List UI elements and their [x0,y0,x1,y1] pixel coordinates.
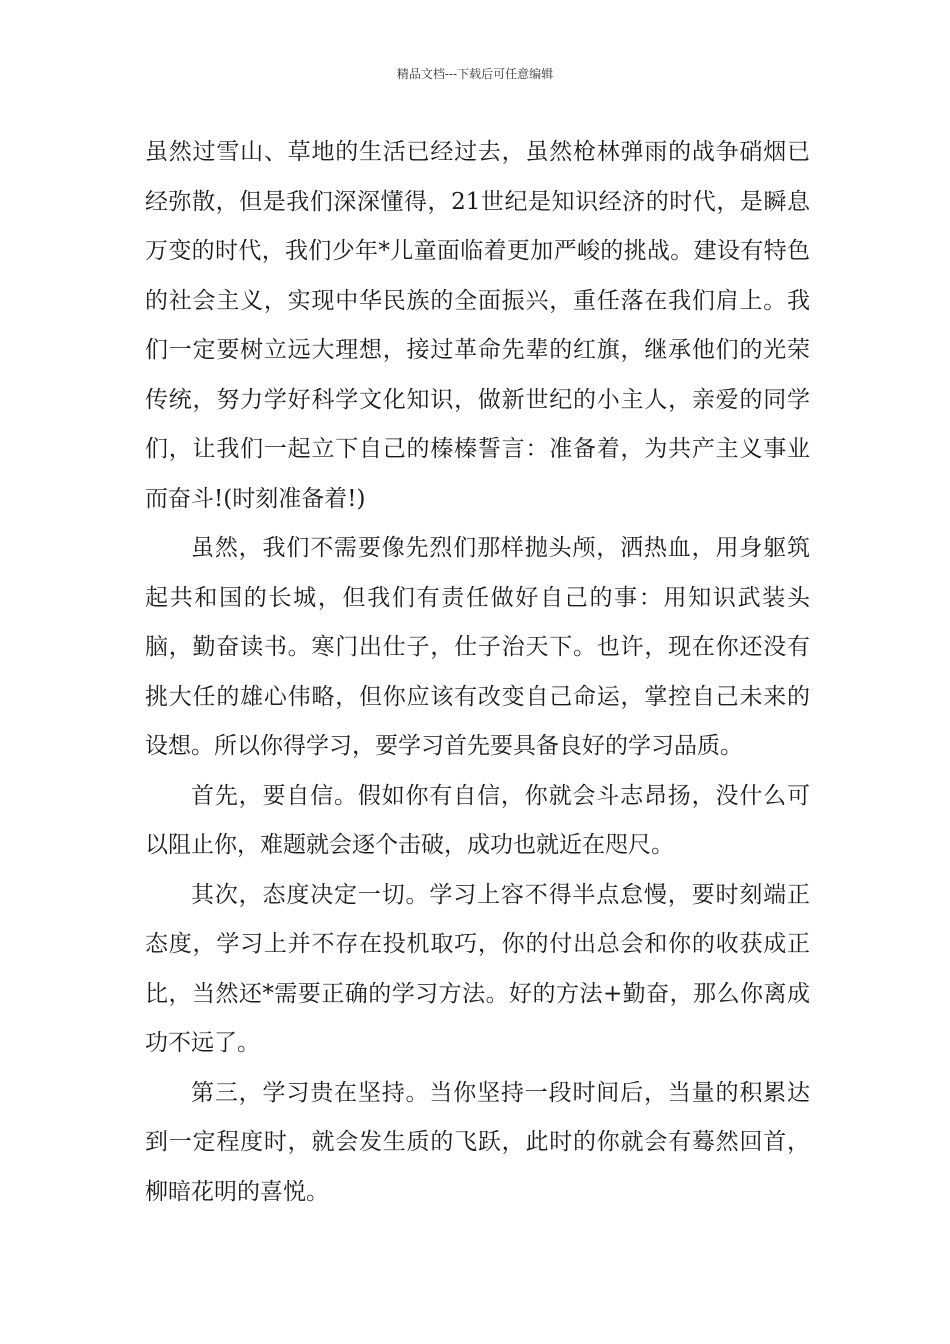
paragraph: 第三，学习贵在坚持。当你坚持一段时间后，当量的积累达到一定程度时，就会发生质的飞跃，此时的你就会有蓦然回首，柳暗花明的喜悦。 [145,1079,810,1205]
page-header: 精品文档---下载后可任意编辑 [396,67,554,81]
paragraph: 首先，要自信。假如你有自信，你就会斗志昂扬，没什么可以阻止你，难题就会逐个击破，成功也就近在咫尺。 [145,782,810,858]
paragraph: 其次，态度决定一切。学习上容不得半点怠慢，要时刻端正态度，学习上并不存在投机取巧，你的付出总会和你的收获成正比，当然还*需要正确的学习方法。好的方法+勤奋，那么你离成功不远了。 [145,881,810,1056]
paragraph: 虽然过雪山、草地的生活已经过去，虽然枪林弹雨的战争硝烟已经弥散，但是我们深深懂得，21世纪是知识经济的时代，是瞬息万变的时代，我们少年*儿童面临着更加严峻的挑战。建设有特色的社会主义，实现中华民族的全面振兴，重任落在我们肩上。我们一定要树立远大理想，接过革命先辈的红旗，继承他们的光荣传统，努力学好科学文化知识，做新世纪的小主人，亲爱的同学们，让我们一起立下自己的榛榛誓言：准备着，为共产主义事业而奋斗!(时刻准备着!) [145,139,810,512]
paragraph: 虽然，我们不需要像先烈们那样抛头颅，洒热血，用身躯筑起共和国的长城，但我们有责任做好自己的事：用知识武装头脑，勤奋读书。寒门出仕子，仕子治天下。也许，现在你还没有挑大任的雄心伟略，但你应该有改变自己命运，掌控自己未来的设想。所以你得学习，要学习首先要具备良好的学习品质。 [145,535,810,759]
document-body [145,128,810,1217]
